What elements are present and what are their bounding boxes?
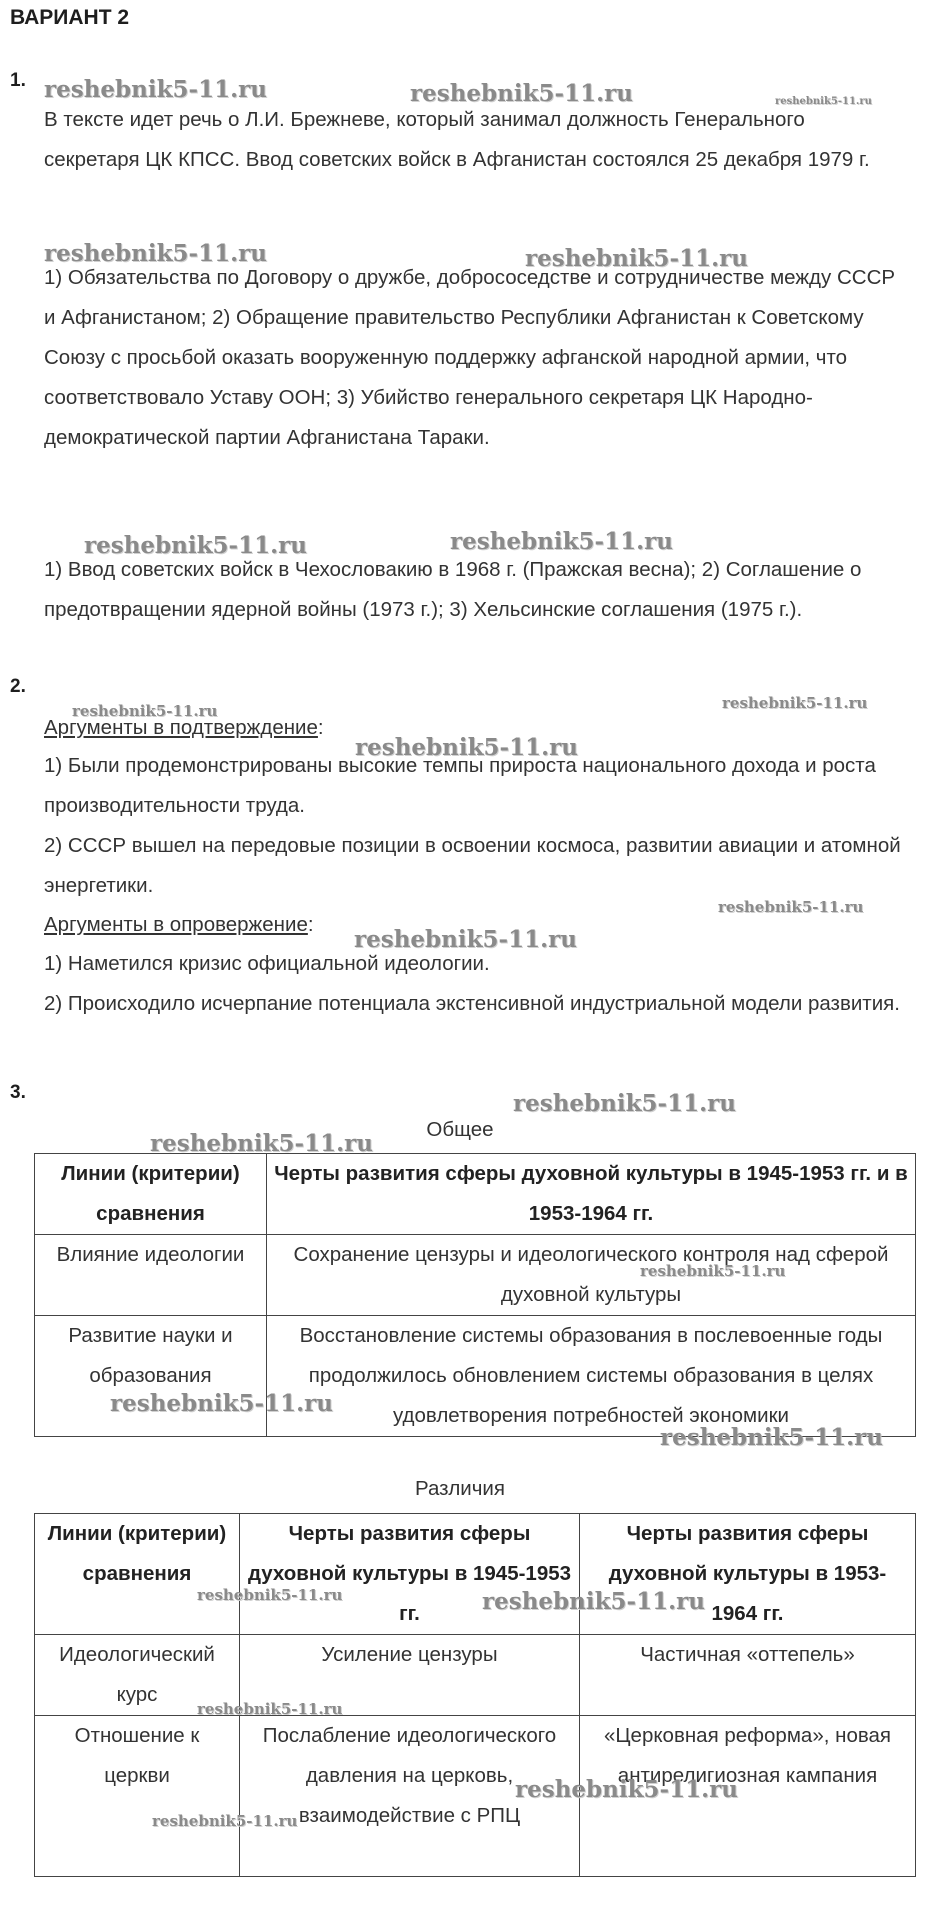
watermark-text: reshebnik5-11.ru xyxy=(84,532,307,559)
table-cell: Отношение к церкви xyxy=(35,1716,240,1877)
task2-pro-1: 1) Были продемонстрированы высокие темпы прироста национального дохода и роста производительности труда. xyxy=(44,754,876,817)
differences-table-header: Черты развития сферы духовной культуры в 1945-1953 гг. xyxy=(240,1514,580,1635)
watermark-text: reshebnik5-11.ru xyxy=(722,694,868,712)
table-cell: «Церковная реформа», новая антирелигиозная кампания xyxy=(580,1716,916,1877)
table-cell: Идеологический курс xyxy=(35,1635,240,1716)
watermark-text: reshebnik5-11.ru xyxy=(515,1776,738,1803)
task1-paragraph-2: 1) Обязательства по Договору о дружбе, добрососедстве и сотрудничестве между СССР и Афганистаном; 2) Обращение правительство Республики Афганистан к Советскому Союзу с просьбой оказать вооруженную поддержку афганской народной армии, что соответствовало Уставу ООН; 3) Убийство генерального секретаря ЦК Народно-демократической партии Афганистана Тараки. xyxy=(44,266,896,449)
task2-con-heading: Аргументы в опровержение xyxy=(44,913,308,936)
watermark-text: reshebnik5-11.ru xyxy=(354,926,577,953)
task2-con-heading-line: Аргументы в опровержение: xyxy=(44,913,314,936)
watermark-text: reshebnik5-11.ru xyxy=(355,734,578,761)
watermark-text: reshebnik5-11.ru xyxy=(718,898,864,916)
task1-paragraph-3: 1) Ввод советских войск в Чехословакию в 1968 г. (Пражская весна); 2) Соглашение о предотвращении ядерной войны (1973 г.); 3) Хельсинские соглашения (1975 г.). xyxy=(44,558,862,621)
table-row xyxy=(35,1316,916,1437)
table-row xyxy=(35,1635,916,1716)
task2-con-2: 2) Происходило исчерпание потенциала экстенсивной индустриальной модели развития. xyxy=(44,992,900,1015)
common-table xyxy=(34,1153,916,1437)
differences-caption: Различия xyxy=(415,1477,505,1500)
watermark-text: reshebnik5-11.ru xyxy=(44,240,267,267)
watermark-text: reshebnik5-11.ru xyxy=(110,1390,333,1417)
task2-pro-2: 2) СССР вышел на передовые позиции в освоении космоса, развитии авиации и атомной энергетики. xyxy=(44,834,901,897)
watermark-text: reshebnik5-11.ru xyxy=(450,528,673,555)
watermark-text: reshebnik5-11.ru xyxy=(482,1588,705,1615)
table-cell: Влияние идеологии xyxy=(35,1235,267,1316)
table-cell: Послабление идеологического давления на церковь, взаимодействие с РПЦ xyxy=(240,1716,580,1877)
table-row xyxy=(35,1235,916,1316)
watermark-text: reshebnik5-11.ru xyxy=(44,76,267,103)
watermark-text: reshebnik5-11.ru xyxy=(525,245,748,272)
differences-table-header: Линии (критерии) сравнения xyxy=(35,1514,240,1635)
table-cell: Развитие науки и образования xyxy=(35,1316,267,1437)
task3-number: 3. xyxy=(10,1082,26,1103)
table-cell: Усиление цензуры xyxy=(240,1635,580,1716)
table-cell: Восстановление системы образования в послевоенные годы продолжилось обновлением системы образования в целях удовлетворения потребностей экономики xyxy=(267,1316,916,1437)
watermark-text: reshebnik5-11.ru xyxy=(410,80,633,107)
watermark-text: reshebnik5-11.ru xyxy=(513,1090,736,1117)
table-row xyxy=(35,1716,916,1877)
task2-pro-heading: Аргументы в подтверждение xyxy=(44,716,318,739)
task1-paragraph-1: В тексте идет речь о Л.И. Брежневе, который занимал должность Генерального секретаря ЦК КПСС. Ввод советских войск в Афганистан состоялся 25 декабря 1979 г. xyxy=(44,108,870,171)
common-table-header: Линии (критерии) сравнения xyxy=(35,1154,267,1235)
common-table-header-row xyxy=(35,1154,916,1235)
differences-table-header: Черты развития сферы духовной культуры в 1953-1964 гг. xyxy=(580,1514,916,1635)
watermark-text: reshebnik5-11.ru xyxy=(640,1262,786,1280)
watermark-text: reshebnik5-11.ru xyxy=(197,1700,343,1718)
common-table-header: Черты развития сферы духовной культуры в 1945-1953 гг. и в 1953-1964 гг. xyxy=(267,1154,916,1235)
watermark-text: reshebnik5-11.ru xyxy=(775,96,872,107)
watermark-text: reshebnik5-11.ru xyxy=(660,1424,883,1451)
task2-con-1: 1) Наметился кризис официальной идеологии. xyxy=(44,952,490,975)
watermark-text: reshebnik5-11.ru xyxy=(197,1586,343,1604)
watermark-text: reshebnik5-11.ru xyxy=(152,1812,298,1830)
task1-number: 1. xyxy=(10,70,26,91)
table-cell: Сохранение цензуры и идеологического контроля над сферой духовной культуры xyxy=(267,1235,916,1316)
task2-number: 2. xyxy=(10,676,26,697)
watermark-text: reshebnik5-11.ru xyxy=(150,1130,373,1157)
variant-title: ВАРИАНТ 2 xyxy=(10,6,130,29)
watermark-text: reshebnik5-11.ru xyxy=(72,702,218,720)
common-caption: Общее xyxy=(426,1118,494,1141)
differences-table-header-row xyxy=(35,1514,916,1635)
differences-table xyxy=(34,1513,916,1877)
table-cell: Частичная «оттепель» xyxy=(580,1635,916,1716)
task2-pro-heading-line: Аргументы в подтверждение: xyxy=(44,716,324,739)
